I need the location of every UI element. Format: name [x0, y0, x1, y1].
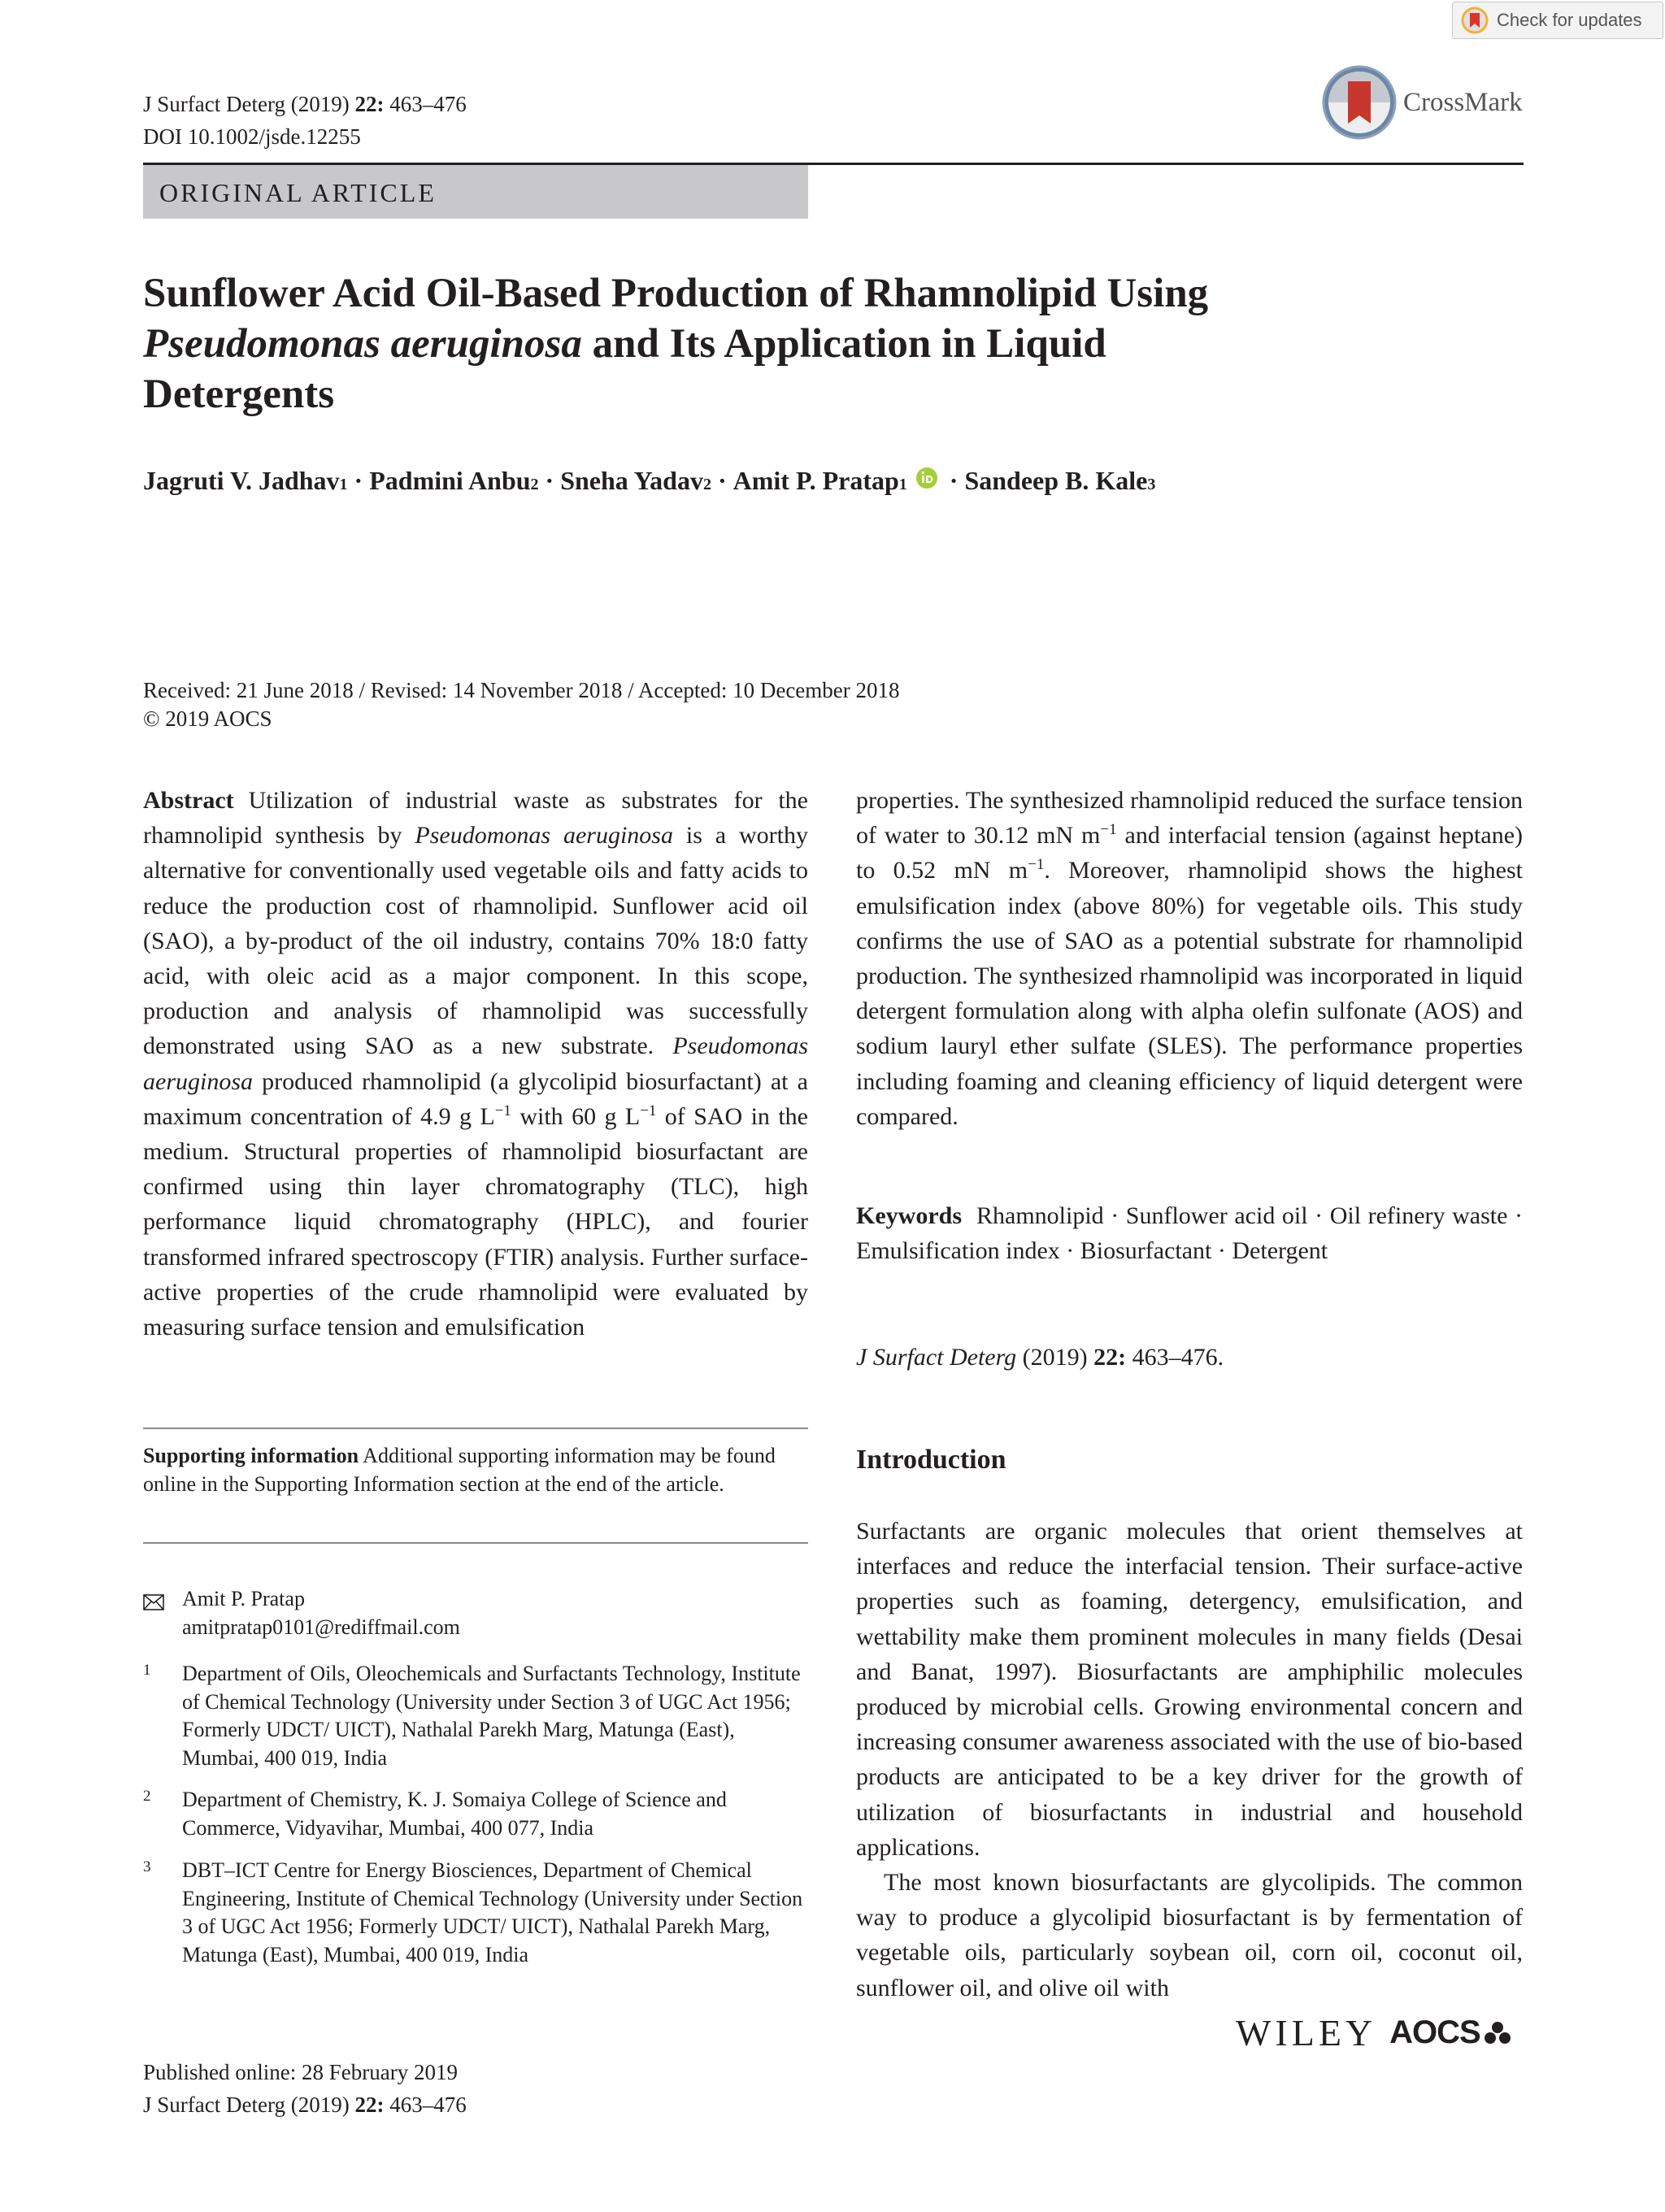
affiliation-number: 3 [143, 1858, 151, 1875]
author-name[interactable]: Sandeep B. Kale [964, 466, 1148, 495]
affiliation [143, 1857, 808, 1970]
article-type-banner: ORIGINAL ARTICLE [143, 165, 808, 219]
keywords [856, 1198, 1523, 1268]
check-updates-icon [1461, 7, 1489, 34]
aocs-leaf-icon [1484, 2021, 1511, 2045]
crossmark-icon [1322, 65, 1397, 140]
journal-doi[interactable]: DOI 10.1002/jsde.12255 [143, 124, 361, 149]
supporting-information: Supporting information Additional supporting information may be found online in the Supporting Information section at the end of the article. [143, 1444, 776, 1496]
orcid-icon[interactable] [915, 467, 938, 489]
author-name[interactable]: Sneha Yadav [560, 466, 703, 495]
author-name[interactable]: Padmini Anbu [369, 466, 531, 495]
author-separator: · [711, 466, 733, 495]
copyright-notice: © 2019 AOCS [143, 706, 272, 731]
crossmark-label: CrossMark [1403, 87, 1523, 117]
author-list: Jagruti V. Jadhav 1 · Padmini Anbu 2 · Sneha Yadav 2 · Amit P. Pratap 1 · Sandeep B. Kale 3 [143, 466, 1156, 495]
history-dates: Received: 21 June 2018 / Revised: 14 November 2018 / Accepted: 10 December 2018 [143, 678, 900, 702]
aocs-logo: AOCS [1389, 2014, 1511, 2051]
check-for-updates-button[interactable] [1452, 2, 1663, 39]
publisher-logos [1236, 2011, 1511, 2054]
affiliation-text: Department of Oils, Oleochemicals and Surfactants Technology, Institute of Chemical Technology (University under Section 3 of UGC Act 1956; Formerly UDCT/ UICT), Nathalal Parekh Marg, Matunga (East), Mumbai, 400 019, India [182, 1662, 801, 1771]
author-separator: · [347, 466, 370, 495]
abstract-paragraph-continued: properties. The synthesized rhamnolipid reduced the surface tension of water to 30.12 mN $m^{-1}$ and interfacial tension (against heptane) to 0.52 mN $m^{-1}$. Moreover, rhamnolipid shows the highest emulsification index (above 80%) for vegetable oils. This study confirms the use of SAO as a potential substrate for rhamnolipid production. The synthesized rhamnolipid was incorporated in liquid detergent formulation along with alpha olefin sulfonate (AOS) and sodium lauryl ether sulfate (SLES). The performance properties including foaming and cleaning efficiency of liquid detergent were compared. [856, 787, 1524, 1130]
journal-citation: J Surfact Deterg (2019) 22: 463–476 [143, 92, 467, 116]
author-name[interactable]: Amit P. Pratap [733, 466, 899, 495]
affiliation [143, 1786, 808, 1842]
abstract [143, 783, 808, 1345]
affiliation-number: 2 [143, 1788, 151, 1805]
abstract-continued [856, 783, 1523, 1134]
correspondence-name: Amit P. Pratap [182, 1587, 305, 1610]
published-date: Published online: 28 February 2019 [143, 2060, 458, 2084]
affiliation [143, 1660, 808, 1773]
wiley-logo: WILEY [1236, 2012, 1377, 2053]
keywords-label: Keywords [856, 1202, 962, 1229]
correspondence-email-link[interactable]: amitpratap0101@rediffmail.com [182, 1614, 460, 1639]
keywords-text: Rhamnolipid · Sunflower acid oil · Oil refinery waste · Emulsification index · Biosurfactant · Detergent [856, 1202, 1523, 1265]
article-history [143, 676, 900, 733]
footnote-divider [143, 1428, 808, 1429]
crossmark-link[interactable] [1322, 65, 1523, 140]
affiliation-text: Department of Chemistry, K. J. Somaiya College of Science and Commerce, Vidyavihar, Mumbai, 400 077, India [182, 1788, 727, 1840]
footer-citation: J Surfact Deterg (2019) 22: 463–476 [143, 2092, 467, 2117]
affiliation-text: DBT–ICT Centre for Energy Biosciences, Department of Chemical Engineering, Institute of Chemical Technology (University under Section 3 of UGC Act 1956; Formerly UDCT/ UICT), Nathalal Parekh Marg, Matunga (East), Mumbai, 400 019, India [182, 1858, 803, 1967]
introduction-paragraph: The most known biosurfactants are glycolipids. The common way to produce a glycolipid biosurfactant is by fermentation of vegetable oils, particularly soybean oil, corn oil, coconut oil, sunflower oil, and olive oil with [856, 1869, 1523, 2001]
author-name[interactable]: Jagruti V. Jadhav [143, 466, 340, 495]
affiliation-number: 1 [143, 1662, 151, 1679]
introduction-body [856, 1514, 1523, 2006]
section-heading-introduction: Introduction [856, 1445, 1006, 1475]
footnote-divider [143, 1542, 808, 1544]
author-separator: · [942, 466, 965, 495]
title-line-1: Sunflower Acid Oil-Based Production of Rhamnolipid Using [143, 271, 1209, 316]
title-line-2: Pseudomonas aeruginosa and Its Application in Liquid [143, 321, 1106, 367]
envelope-icon [143, 1594, 164, 1610]
citation-line: J Surfact Deterg (2019) 22: 463–476. [856, 1344, 1224, 1371]
page-footer [143, 2056, 467, 2121]
correspondence [143, 1585, 808, 1641]
article-title [143, 268, 1363, 419]
supporting-label: Supporting information [143, 1444, 359, 1467]
author-separator: · [538, 466, 561, 495]
journal-header [143, 88, 467, 153]
introduction-paragraph: Surfactants are organic molecules that orient themselves at interfaces and reduce the interfacial tension. Their surface-active properties such as foaming, detergency, emulsification, and wettability make them prominent molecules in many fields (Desai and Banat, 1997). Biosurfactants are amphiphilic molecules produced by microbial cells. Growing environmental concern and increasing consumer awareness associated with the use of bio-based products are anticipated to be a key driver for the growth of utilization of biosurfactants in industrial and household applications. [856, 1518, 1523, 1861]
check-updates-label: Check for updates [1497, 10, 1642, 30]
title-line-3: Detergents [143, 372, 335, 417]
abstract-label: Abstract [143, 787, 234, 814]
abstract-paragraph: Abstract Utilization of industrial waste as substrates for the rhamnolipid synthesis by Pseudomonas aeruginosa is a worthy alternative for conventionally used vegetable oils and fatty acids to reduce the production cost of rhamnolipid. Sunflower acid oil (SAO), a by-product of the oil industry, contains 70% 18:0 fatty acid, with oleic acid as a major component. In this scope, production and analysis of rhamnolipid was successfully demonstrated using SAO as a new substrate. Pseudomonas aeruginosa produced rhamnolipid (a glycolipid biosurfactant) at a maximum concentration of 4.9 g $L^{-1}$ with 60 g $L^{-1}$ of SAO in the medium. Structural properties of rhamnolipid biosurfactant are confirmed using thin layer chromatography (TLC), high performance liquid chromatography (HPLC), and fourier transformed infrared spectroscopy (FTIR) analysis. Further surface-active properties of the crude rhamnolipid were evaluated by measuring surface tension and emulsification [143, 787, 809, 1341]
